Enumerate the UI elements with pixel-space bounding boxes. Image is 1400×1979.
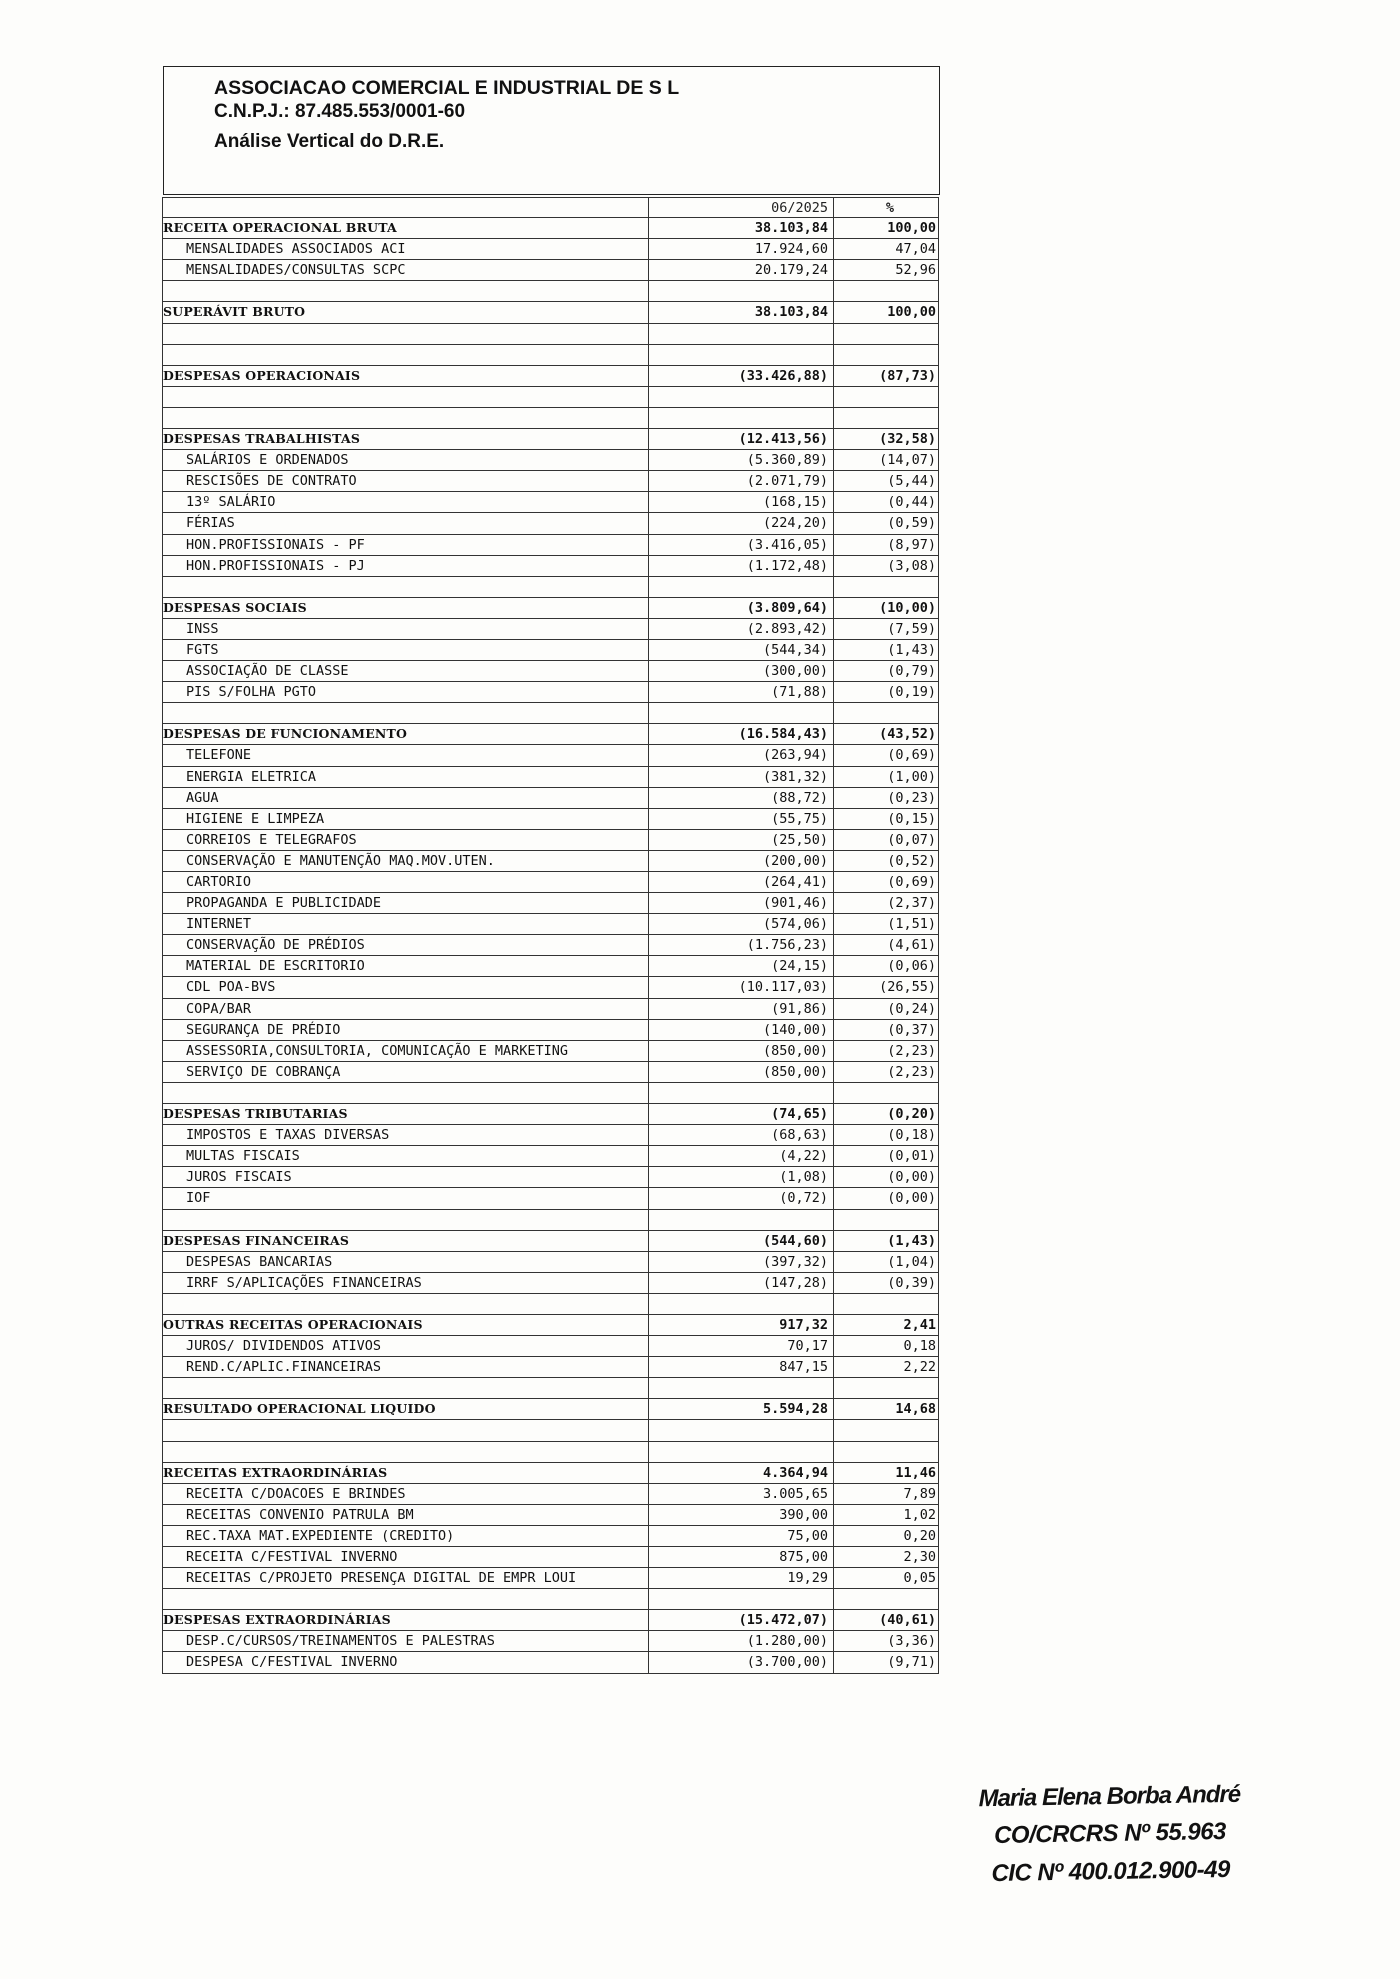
row-value: 38.103,84 — [649, 302, 834, 322]
row-percent — [834, 1420, 938, 1440]
row-value — [649, 1378, 834, 1398]
row-percent: (0,07) — [887, 831, 936, 848]
table-row — [162, 640, 939, 661]
row-percent: (0,37) — [887, 1021, 936, 1038]
row-label: RECEITAS CONVENIO PATRULA BM — [163, 1505, 649, 1525]
table-row — [162, 1336, 939, 1357]
table-row — [162, 1041, 939, 1062]
row-percent: 0,20 — [903, 1527, 936, 1544]
row-value: (16.584,43) — [649, 724, 834, 744]
row-label: INSS — [163, 619, 649, 639]
blank-row — [162, 1420, 939, 1441]
blank-row — [162, 1294, 939, 1315]
group-row — [162, 598, 939, 619]
row-value: (15.472,07) — [649, 1610, 834, 1630]
row-percent: 0,18 — [903, 1338, 936, 1355]
row-percent: (87,73) — [879, 367, 936, 384]
row-value: (68,63) — [649, 1125, 834, 1145]
row-label: DESPESAS TRIBUTARIAS — [163, 1104, 649, 1124]
row-value: (5.360,89) — [649, 450, 834, 470]
row-label: SEGURANÇA DE PRÉDIO — [163, 1020, 649, 1040]
row-label: DESPESAS FINANCEIRAS — [163, 1231, 649, 1251]
table-row — [162, 1062, 939, 1083]
table-row — [162, 513, 939, 534]
row-percent: (5,44) — [887, 473, 936, 490]
row-label: RECEITA C/FESTIVAL INVERNO — [163, 1547, 649, 1567]
row-percent — [834, 1210, 938, 1230]
row-percent: (8,97) — [887, 536, 936, 553]
row-percent — [834, 1589, 938, 1609]
table-row — [162, 1273, 939, 1294]
row-percent — [834, 703, 938, 723]
row-label — [163, 281, 649, 301]
row-percent: (0,00) — [887, 1190, 936, 1207]
row-label: RESULTADO OPERACIONAL LIQUIDO — [163, 1399, 649, 1419]
row-percent: (0,24) — [887, 1000, 936, 1017]
row-percent: 100,00 — [887, 220, 936, 237]
row-label: ASSESSORIA,CONSULTORIA, COMUNICAÇÃO E MARKETING — [163, 1041, 649, 1061]
row-percent: (40,61) — [879, 1612, 936, 1629]
row-label — [163, 1442, 649, 1462]
row-label: PIS S/FOLHA PGTO — [163, 682, 649, 702]
blank-row — [162, 345, 939, 366]
table-row — [162, 956, 939, 977]
row-label: MENSALIDADES/CONSULTAS SCPC — [163, 260, 649, 280]
row-value: 38.103,84 — [649, 218, 834, 238]
table-row — [162, 893, 939, 914]
row-percent: (32,58) — [879, 431, 936, 448]
table-row — [162, 492, 939, 513]
table-row — [162, 1146, 939, 1167]
company-name: ASSOCIACAO COMERCIAL E INDUSTRIAL DE S L — [214, 77, 680, 99]
row-value: 19,29 — [649, 1568, 834, 1588]
row-value — [649, 703, 834, 723]
row-value: 875,00 — [649, 1547, 834, 1567]
row-label: MATERIAL DE ESCRITORIO — [163, 956, 649, 976]
row-label: IRRF S/APLICAÇÕES FINANCEIRAS — [163, 1273, 649, 1293]
row-value: (0,72) — [649, 1188, 834, 1208]
table-row — [162, 788, 939, 809]
row-percent: (1,04) — [887, 1253, 936, 1270]
blank-row — [162, 1210, 939, 1231]
row-value: (1.280,00) — [649, 1631, 834, 1651]
row-label: JUROS/ DIVIDENDOS ATIVOS — [163, 1336, 649, 1356]
company-cnpj: C.N.P.J.: 87.485.553/0001-60 — [214, 101, 466, 122]
row-percent — [834, 324, 938, 344]
row-value: 75,00 — [649, 1526, 834, 1546]
row-percent: 100,00 — [887, 304, 936, 321]
table-row — [162, 619, 939, 640]
table-row — [162, 809, 939, 830]
table-row — [162, 872, 939, 893]
row-value: (850,00) — [649, 1062, 834, 1082]
signature-name: Maria Elena Borba André — [978, 1780, 1241, 1813]
row-value: (2.071,79) — [649, 471, 834, 491]
group-row — [162, 1610, 939, 1631]
row-percent: 14,68 — [895, 1401, 936, 1418]
row-value: 847,15 — [649, 1357, 834, 1377]
row-percent: 1,02 — [903, 1506, 936, 1523]
row-percent: (0,00) — [887, 1169, 936, 1186]
group-row — [162, 1231, 939, 1252]
row-percent: (2,23) — [887, 1063, 936, 1080]
row-percent — [834, 281, 938, 301]
row-value: (140,00) — [649, 1020, 834, 1040]
row-label: HON.PROFISSIONAIS - PF — [163, 535, 649, 555]
row-label: DESPESA C/FESTIVAL INVERNO — [163, 1652, 649, 1672]
row-percent — [834, 345, 938, 365]
row-label: FÉRIAS — [163, 513, 649, 533]
row-value: (1.756,23) — [649, 935, 834, 955]
row-value: (33.426,88) — [649, 366, 834, 386]
row-value: 17.924,60 — [649, 239, 834, 259]
row-label: ASSOCIAÇÃO DE CLASSE — [163, 661, 649, 681]
table-row — [162, 1125, 939, 1146]
row-label: DESP.C/CURSOS/TREINAMENTOS E PALESTRAS — [163, 1631, 649, 1651]
table-row — [162, 535, 939, 556]
row-percent — [834, 1294, 938, 1314]
row-percent: (0,15) — [887, 810, 936, 827]
row-percent: (1,43) — [887, 1232, 936, 1249]
table-row — [162, 999, 939, 1020]
signature-cic: CIC Nº 400.012.900-49 — [991, 1855, 1231, 1888]
row-percent: (10,00) — [879, 599, 936, 616]
row-percent — [834, 1083, 938, 1103]
row-percent: (0,18) — [887, 1127, 936, 1144]
table-row — [162, 830, 939, 851]
blank-row — [162, 324, 939, 345]
row-percent: 52,96 — [895, 262, 936, 279]
row-percent: (2,37) — [887, 895, 936, 912]
report-header — [163, 66, 940, 195]
row-percent: (0,01) — [887, 1148, 936, 1165]
row-value: (55,75) — [649, 809, 834, 829]
row-label: DESPESAS OPERACIONAIS — [163, 366, 649, 386]
row-percent: (0,06) — [887, 958, 936, 975]
row-percent: (2,23) — [887, 1042, 936, 1059]
row-percent: (4,61) — [887, 937, 936, 954]
group-row — [162, 302, 939, 323]
row-label: PROPAGANDA E PUBLICIDADE — [163, 893, 649, 913]
row-percent: (3,36) — [887, 1633, 936, 1650]
table-row — [162, 1547, 939, 1568]
row-percent: (0,52) — [887, 852, 936, 869]
row-value: (71,88) — [649, 682, 834, 702]
row-percent: (1,43) — [887, 641, 936, 658]
row-value — [649, 281, 834, 301]
row-percent: (0,69) — [887, 874, 936, 890]
row-value: (544,34) — [649, 640, 834, 660]
row-percent: (1,00) — [887, 768, 936, 785]
row-label: RECEITAS EXTRAORDINÁRIAS — [163, 1463, 649, 1483]
table-row — [162, 260, 939, 281]
group-row — [162, 1463, 939, 1484]
row-label: IOF — [163, 1188, 649, 1208]
table-row — [162, 1526, 939, 1547]
row-value: (397,32) — [649, 1252, 834, 1272]
blank-row — [162, 1083, 939, 1104]
row-label: OUTRAS RECEITAS OPERACIONAIS — [163, 1315, 649, 1335]
table-row — [162, 1631, 939, 1652]
row-value: (4,22) — [649, 1146, 834, 1166]
row-value: (3.809,64) — [649, 598, 834, 618]
row-value: (300,00) — [649, 661, 834, 681]
row-label — [163, 1589, 649, 1609]
row-percent: (43,52) — [879, 726, 936, 743]
row-label: CONSERVAÇÃO DE PRÉDIOS — [163, 935, 649, 955]
row-value: 390,00 — [649, 1505, 834, 1525]
table-row — [162, 977, 939, 998]
row-label — [163, 324, 649, 344]
table-row — [162, 471, 939, 492]
row-label — [163, 1420, 649, 1440]
row-value: 917,32 — [649, 1315, 834, 1335]
row-label: SUPERÁVIT BRUTO — [163, 302, 649, 322]
row-label: JUROS FISCAIS — [163, 1167, 649, 1187]
row-value: 3.005,65 — [649, 1484, 834, 1504]
table-row — [162, 556, 939, 577]
table-row — [162, 851, 939, 872]
row-value: (1.172,48) — [649, 556, 834, 576]
row-label: HON.PROFISSIONAIS - PJ — [163, 556, 649, 576]
row-label: DESPESAS BANCARIAS — [163, 1252, 649, 1272]
table-header-row — [162, 197, 939, 218]
row-label: DESPESAS SOCIAIS — [163, 598, 649, 618]
group-row — [162, 429, 939, 450]
table-row — [162, 767, 939, 788]
row-value: (901,46) — [649, 893, 834, 913]
blank-row — [162, 1442, 939, 1463]
row-label: CDL POA-BVS — [163, 977, 649, 997]
row-percent: (0,39) — [887, 1274, 936, 1291]
group-row — [162, 366, 939, 387]
row-percent: (0,59) — [887, 515, 936, 532]
row-value: (12.413,56) — [649, 429, 834, 449]
row-label: RECEITAS C/PROJETO PRESENÇA DIGITAL DE EMPR LOUI — [163, 1568, 649, 1588]
row-value: (3.416,05) — [649, 535, 834, 555]
row-percent: (0,19) — [887, 684, 936, 701]
header-percent: % — [885, 200, 895, 216]
row-value: (850,00) — [649, 1041, 834, 1061]
group-row — [162, 1315, 939, 1336]
row-label: RECEITA OPERACIONAL BRUTA — [163, 218, 649, 238]
row-percent: (0,20) — [887, 1106, 936, 1123]
row-label — [163, 387, 649, 407]
row-value: (381,32) — [649, 767, 834, 787]
row-percent — [834, 408, 938, 428]
report-title: Análise Vertical do D.R.E. — [214, 131, 445, 152]
row-value — [649, 577, 834, 597]
row-value: (263,94) — [649, 745, 834, 765]
table-row — [162, 1020, 939, 1041]
row-label — [163, 345, 649, 365]
group-row — [162, 1399, 939, 1420]
table-row — [162, 1505, 939, 1526]
blank-row — [162, 408, 939, 429]
row-value: (264,41) — [649, 872, 834, 892]
row-percent: (9,71) — [887, 1654, 936, 1671]
row-value — [649, 408, 834, 428]
row-label — [163, 1378, 649, 1398]
row-value: (2.893,42) — [649, 619, 834, 639]
table-row — [162, 239, 939, 260]
row-label: CONSERVAÇÃO E MANUTENÇÃO MAQ.MOV.UTEN. — [163, 851, 649, 871]
row-value — [649, 324, 834, 344]
blank-row — [162, 1589, 939, 1610]
header-label-cell — [163, 198, 649, 217]
row-label: HIGIENE E LIMPEZA — [163, 809, 649, 829]
table-row — [162, 1484, 939, 1505]
table-row — [162, 1167, 939, 1188]
blank-row — [162, 703, 939, 724]
blank-row — [162, 387, 939, 408]
row-value: 5.594,28 — [649, 1399, 834, 1419]
row-value: 20.179,24 — [649, 260, 834, 280]
row-percent: (26,55) — [879, 979, 936, 996]
row-label: TELEFONE — [163, 745, 649, 765]
row-value: (147,28) — [649, 1273, 834, 1293]
row-label: COPA/BAR — [163, 999, 649, 1019]
row-percent: (0,69) — [887, 747, 936, 764]
row-percent — [834, 1378, 938, 1398]
row-percent: 47,04 — [895, 241, 936, 258]
row-value: (74,65) — [649, 1104, 834, 1124]
row-value — [649, 345, 834, 365]
row-percent: 2,22 — [903, 1359, 936, 1376]
row-label: INTERNET — [163, 914, 649, 934]
group-row — [162, 218, 939, 239]
row-value: (200,00) — [649, 851, 834, 871]
table-row — [162, 935, 939, 956]
table-row — [162, 1568, 939, 1589]
row-label: DESPESAS EXTRAORDINÁRIAS — [163, 1610, 649, 1630]
row-label: AGUA — [163, 788, 649, 808]
row-label — [163, 703, 649, 723]
row-label: MULTAS FISCAIS — [163, 1146, 649, 1166]
row-percent: (0,23) — [887, 789, 936, 806]
row-label — [163, 408, 649, 428]
blank-row — [162, 1378, 939, 1399]
row-percent: 7,89 — [903, 1485, 936, 1502]
group-row — [162, 724, 939, 745]
row-label: IMPOSTOS E TAXAS DIVERSAS — [163, 1125, 649, 1145]
row-value: (574,06) — [649, 914, 834, 934]
table-row — [162, 745, 939, 766]
table-row — [162, 1652, 939, 1673]
row-value: (91,86) — [649, 999, 834, 1019]
row-value: (1,08) — [649, 1167, 834, 1187]
row-value: (88,72) — [649, 788, 834, 808]
row-label — [163, 1083, 649, 1103]
row-label — [163, 577, 649, 597]
row-percent: 0,05 — [903, 1570, 936, 1587]
blank-row — [162, 281, 939, 302]
accountant-signature — [959, 1777, 1261, 1892]
row-percent — [834, 1442, 938, 1462]
row-percent: (3,08) — [887, 557, 936, 574]
row-percent: (7,59) — [887, 620, 936, 637]
table-row — [162, 1357, 939, 1378]
row-label: SERVIÇO DE COBRANÇA — [163, 1062, 649, 1082]
table-row — [162, 1188, 939, 1209]
row-label: CORREIOS E TELEGRAFOS — [163, 830, 649, 850]
row-label: REND.C/APLIC.FINANCEIRAS — [163, 1357, 649, 1377]
row-label — [163, 1294, 649, 1314]
table-row — [162, 450, 939, 471]
row-value — [649, 1420, 834, 1440]
row-label: DESPESAS TRABALHISTAS — [163, 429, 649, 449]
row-value — [649, 1589, 834, 1609]
row-value: (10.117,03) — [649, 977, 834, 997]
row-value: (24,15) — [649, 956, 834, 976]
dre-table — [162, 197, 939, 1674]
row-value — [649, 1442, 834, 1462]
row-percent: (1,51) — [887, 916, 936, 933]
row-value — [649, 1083, 834, 1103]
blank-row — [162, 577, 939, 598]
table-row — [162, 914, 939, 935]
table-row — [162, 661, 939, 682]
row-label — [163, 1210, 649, 1230]
row-value: (3.700,00) — [649, 1652, 834, 1672]
row-label: DESPESAS DE FUNCIONAMENTO — [163, 724, 649, 744]
row-label: CARTORIO — [163, 872, 649, 892]
row-percent: 11,46 — [895, 1464, 936, 1481]
row-label: ENERGIA ELETRICA — [163, 767, 649, 787]
row-value: (544,60) — [649, 1231, 834, 1251]
row-label: MENSALIDADES ASSOCIADOS ACI — [163, 239, 649, 259]
row-value: 70,17 — [649, 1336, 834, 1356]
row-label: RECEITA C/DOACOES E BRINDES — [163, 1484, 649, 1504]
row-value: (224,20) — [649, 513, 834, 533]
row-value: 4.364,94 — [649, 1463, 834, 1483]
row-label: FGTS — [163, 640, 649, 660]
row-value — [649, 387, 834, 407]
table-row — [162, 1252, 939, 1273]
row-percent: (14,07) — [879, 452, 936, 469]
row-percent — [834, 577, 938, 597]
row-value — [649, 1210, 834, 1230]
signature-crc: CO/CRCRS Nº 55.963 — [993, 1817, 1227, 1850]
row-label: RESCISÕES DE CONTRATO — [163, 471, 649, 491]
group-row — [162, 1104, 939, 1125]
row-label: REC.TAXA MAT.EXPEDIENTE (CREDITO) — [163, 1526, 649, 1546]
row-percent: (0,79) — [887, 663, 936, 680]
row-percent — [834, 387, 938, 407]
row-percent: 2,30 — [903, 1549, 936, 1565]
row-value — [649, 1294, 834, 1314]
row-label: 13º SALÁRIO — [163, 492, 649, 512]
row-percent: (0,44) — [887, 494, 936, 511]
row-label: SALÁRIOS E ORDENADOS — [163, 450, 649, 470]
row-value: (25,50) — [649, 830, 834, 850]
row-value: (168,15) — [649, 492, 834, 512]
table-row — [162, 682, 939, 703]
header-period: 06/2025 — [649, 198, 834, 217]
row-percent: 2,41 — [903, 1316, 936, 1333]
